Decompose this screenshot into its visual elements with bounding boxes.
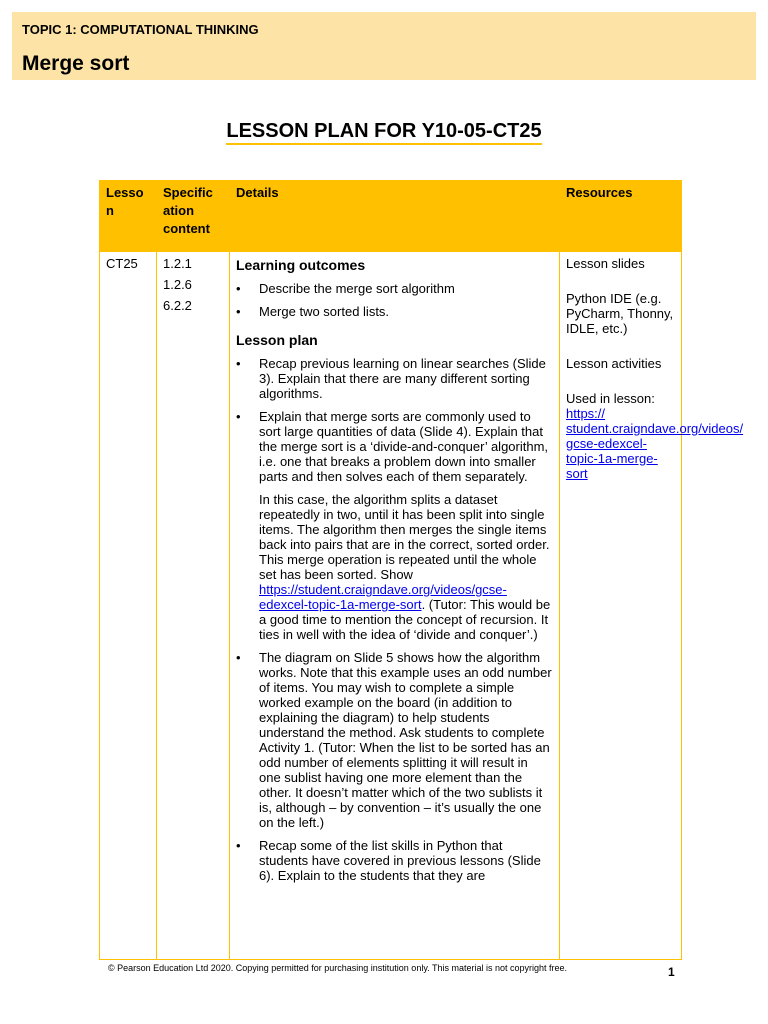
topic-label: TOPIC 1: COMPUTATIONAL THINKING — [22, 22, 259, 37]
list-item — [236, 304, 553, 319]
document-title-wrap — [0, 120, 768, 143]
learning-outcomes-list — [236, 281, 553, 319]
cell-lesson — [100, 252, 157, 960]
header-spec: Specific ation content — [157, 181, 230, 252]
banner-title: Merge sort — [22, 52, 130, 75]
document-title: LESSON PLAN FOR Y10-05-CT25 — [226, 120, 541, 145]
resource-item: Python IDE (e.g. PyCharm, Thonny, IDLE, etc.) — [566, 291, 674, 336]
plan-text: Recap some of the list skills in Python that students have covered in previous lessons (Slide 6). Explain to the students that they are — [259, 838, 541, 883]
list-item — [236, 409, 553, 484]
learning-outcomes-heading: Learning outcomes — [236, 257, 366, 273]
resource-item: Used in lesson: — [566, 391, 655, 406]
header-details: Details — [230, 181, 560, 252]
spec-item: 6.2.2 — [163, 298, 192, 313]
list-item — [236, 650, 553, 830]
resource-link[interactable]: https:// student.craigndave.org/videos/ gcse-edexcel-topic-1a-merge-sort — [566, 406, 744, 481]
plan-paragraph — [236, 492, 553, 642]
cell-details — [230, 252, 560, 960]
bullet-icon: • — [236, 650, 241, 665]
list-item — [236, 281, 553, 296]
paragraph-text: . (Tutor: This would be a good time to mention the concept of recursion. It ties in well with the idea of ‘divide and conquer’.) — [259, 597, 551, 642]
resource-item: Lesson activities — [566, 356, 662, 371]
header-lesson: Lesso n — [100, 181, 157, 252]
lesson-plan-list — [236, 356, 553, 484]
table-header-row — [100, 181, 682, 252]
outcome-text: Describe the merge sort algorithm — [259, 281, 455, 296]
spec-item: 1.2.6 — [163, 277, 192, 292]
list-item — [236, 838, 553, 883]
video-link[interactable]: https://student.craigndave.org/videos/gcse-edexcel-topic-1a-merge-sort — [259, 582, 507, 612]
plan-text: The diagram on Slide 5 shows how the algorithm works. Note that this example uses an odd number of items. You may wish to complete a simple worked example on the board (in addition to explaining the diagram) to help students understand the method. Ask students to complete Activity 1. (Tutor: When the list to be sorted has an odd number of elements splitting it will result in one sublist having one more element than the other. It doesn’t matter which of the two sublists it is, although – by convention – it’s usually the one on the left.) — [259, 650, 552, 830]
bullet-icon: • — [236, 304, 241, 319]
bullet-icon: • — [236, 409, 241, 424]
header-resources: Resources — [560, 181, 682, 252]
list-item — [236, 356, 553, 401]
lesson-plan-heading: Lesson plan — [236, 332, 318, 348]
bullet-icon: • — [236, 356, 241, 371]
footer-copyright: © Pearson Education Ltd 2020. Copying permitted for purchasing institution only. This material is not copyright free. — [108, 963, 568, 973]
plan-text: Recap previous learning on linear searches (Slide 3). Explain that there are many different sorting algorithms. — [259, 356, 546, 401]
bullet-icon: • — [236, 281, 241, 296]
paragraph-text: In this case, the algorithm splits a dataset repeatedly in two, until it has been split into single items. The algorithm then merges the single items back into pairs that are in the correct, sorted order. This merge operation is repeated until the whole set has been sorted. Show — [259, 492, 550, 582]
spec-item: 1.2.1 — [163, 256, 192, 271]
outcome-text: Merge two sorted lists. — [259, 304, 390, 319]
plan-text: Explain that merge sorts are commonly used to sort large quantities of data (Slide 4). Explain that the merge sort is a ‘divide-and-conquer’ algorithm, i.e. one that breaks a problem down into smaller parts and then solves each of them separately. — [259, 409, 549, 484]
lesson-plan-table — [99, 180, 744, 960]
page-number: 1 — [668, 965, 675, 979]
topic-banner — [12, 12, 756, 80]
resource-item: Lesson slides — [566, 256, 645, 271]
cell-spec — [157, 252, 230, 960]
lesson-plan-list-continued — [236, 650, 553, 883]
cell-resources — [560, 252, 744, 960]
lesson-code: CT25 — [106, 256, 138, 271]
table-row — [100, 252, 682, 960]
bullet-icon: • — [236, 838, 241, 853]
